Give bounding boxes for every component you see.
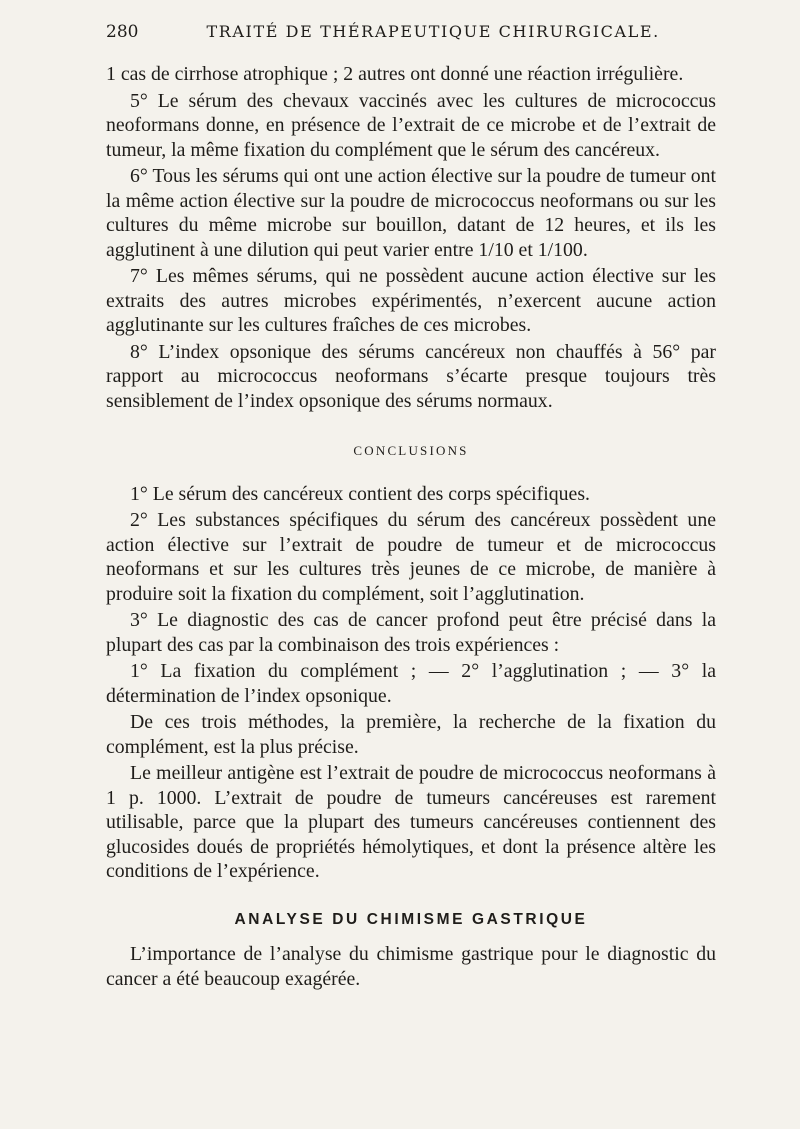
conclusion-3-list: 1° La fixation du complément ; — 2° l’agglutination ; — 3° la détermination de l’index opsonique. bbox=[106, 660, 716, 707]
body-text bbox=[106, 62, 716, 991]
running-title: TRAITÉ DE THÉRAPEUTIQUE CHIRURGICALE. bbox=[206, 22, 660, 41]
paragraph-point-5: 5° Le sérum des chevaux vaccinés avec les cultures de micrococcus neoformans donne, en présence de l’extrait de ce microbe et de l’extrait de tumeur, la même fixation du complément que le sérum des cancéreux. bbox=[106, 89, 716, 161]
conclusion-2: 2° Les substances spécifiques du sérum des cancéreux possèdent une action élective sur l’extrait de poudre de tumeur et de micrococcus neoformans et sur les cultures très jeunes de ce microbe, de manière à produire soit la fixation du complément, soit l’agglutination. bbox=[106, 509, 716, 605]
paragraph-continuation: 1 cas de cirrhose atrophique ; 2 autres ont donné une réaction irrégulière. bbox=[106, 63, 684, 85]
conclusion-3: 3° Le diagnostic des cas de cancer profond peut être précisé dans la plupart des cas par la combinaison des trois expériences : bbox=[106, 609, 716, 656]
conclusions-heading: CONCLUSIONS bbox=[353, 443, 469, 458]
paragraph-chimisme: L’importance de l’analyse du chimisme gastrique pour le diagnostic du cancer a été beaucoup exagérée. bbox=[106, 943, 716, 990]
conclusion-antigen: Le meilleur antigène est l’extrait de poudre de micrococcus neoformans à 1 p. 1000. L’extrait de poudre de tumeurs cancéreuses est rarement utilisable, parce que la plupart des tumeurs cancéreuses contiennent des glucosides doués de propriétés hémolytiques, et dont la présence altère les conditions de l’expérience. bbox=[106, 762, 716, 882]
conclusion-methods: De ces trois méthodes, la première, la recherche de la fixation du complément, est la plus précise. bbox=[106, 711, 716, 758]
paragraph-point-8: 8° L’index opsonique des sérums cancéreux non chauffés à 56° par rapport au micrococcus neoformans s’écarte presque toujours très sensiblement de l’index opsonique des sérums normaux. bbox=[106, 340, 716, 412]
page-header bbox=[106, 22, 716, 52]
paragraph-point-7: 7° Les mêmes sérums, qui ne possèdent aucune action élective sur les extraits des autres microbes expérimentés, n’exercent aucune action agglutinante sur les cultures fraîches de ces microbes. bbox=[106, 265, 716, 336]
paragraph-point-6: 6° Tous les sérums qui ont une action élective sur la poudre de tumeur ont la même action élective sur la poudre de micrococcus neoformans ou sur les cultures du même microbe sur bouillon, datant de 12 heures, et ils les agglutinent à une dilution qui peut varier entre 1/10 et 1/100. bbox=[106, 165, 716, 261]
conclusion-1: 1° Le sérum des cancéreux contient des corps spécifiques. bbox=[130, 482, 590, 505]
page-number: 280 bbox=[106, 22, 139, 42]
section-heading-chimisme: ANALYSE DU CHIMISME GASTRIQUE bbox=[234, 910, 588, 928]
